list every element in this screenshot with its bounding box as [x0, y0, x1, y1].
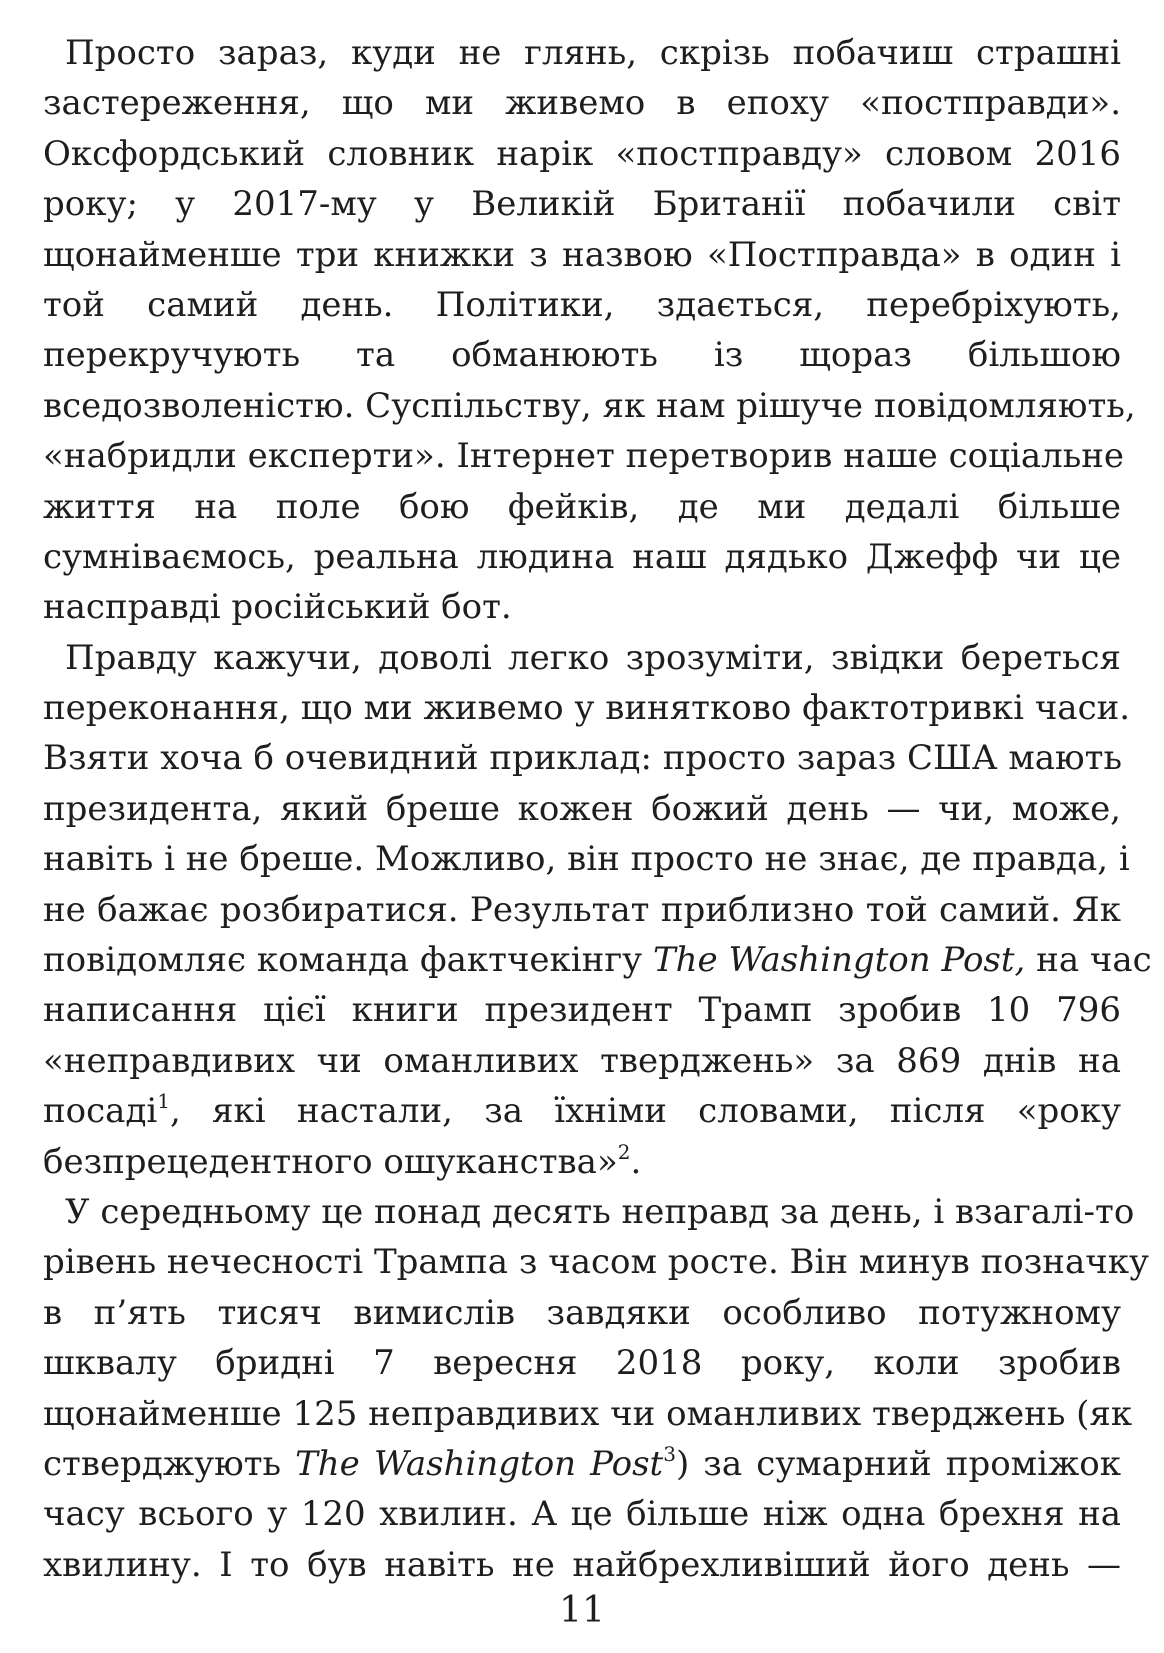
text-segment: той самий день. Політики, здається, перебріхують,	[43, 284, 1121, 325]
text-segment: переконання, що ми живемо у винятково фактотривкі часи.	[43, 688, 1131, 729]
text-line	[43, 1086, 1121, 1136]
text-segment: Просто зараз, куди не глянь, скрізь побачиш страшні	[65, 33, 1121, 73]
text-segment: перекручують та обманюють із щораз більшою	[43, 335, 1121, 376]
text-line	[43, 1187, 1135, 1237]
page-number: 11	[559, 1590, 605, 1631]
footnote-marker: 1	[157, 1089, 170, 1114]
text-line	[43, 1540, 1121, 1590]
text-segment: не бажає розбиратися. Результат приблизно той самий. Як	[43, 889, 1121, 930]
text-line	[43, 1036, 1121, 1086]
text-line	[43, 482, 1121, 532]
paragraph	[43, 28, 1136, 633]
text-line	[43, 28, 1121, 78]
paragraph	[43, 1187, 1149, 1590]
text-line	[43, 1237, 1149, 1287]
text-line	[43, 885, 1121, 935]
text-line	[43, 280, 1121, 330]
text-line	[43, 633, 1121, 683]
text-segment: життя на поле бою фейків, де ми дедалі більше	[43, 486, 1121, 527]
italic-title: The Washington Post	[295, 1443, 664, 1484]
text-line	[43, 1288, 1121, 1338]
text-segment: часу всього у 120 хвилин. А це більше ніж одна брехня на	[43, 1494, 1121, 1535]
text-segment: стверджують	[43, 1443, 296, 1484]
text-segment: Взяти хоча б очевидний приклад: просто зараз США мають	[43, 738, 1122, 779]
text-segment: навіть і не бреше. Можливо, він просто не знає, де правда, і	[43, 839, 1130, 880]
text-segment: посаді	[43, 1091, 158, 1132]
text-segment: сумніваємось, реальна людина наш дядько Джефф чи це	[43, 536, 1121, 577]
text-segment: написання цієї книги президент Трамп зробив 10 796	[43, 990, 1121, 1031]
text-segment: «неправдивих чи оманливих тверджень» за 869 днів на	[43, 1040, 1121, 1081]
text-segment: хвилину. І то був навіть не найбрехливіший його день —	[43, 1544, 1121, 1585]
text-segment: безпрецедентного ошуканства»	[43, 1141, 618, 1182]
text-line	[43, 179, 1121, 229]
text-line	[43, 1137, 1121, 1187]
text-segment: повідомляє команда фактчекінгу	[43, 940, 653, 981]
text-segment: Оксфордський словник нарік «постправду» словом 2016	[43, 133, 1121, 174]
text-segment: , які настали, за їхніми словами, після «року	[170, 1091, 1121, 1132]
text-segment: року; у 2017-му у Великій Британії побачили світ	[43, 184, 1121, 225]
text-line	[43, 985, 1121, 1035]
text-line	[43, 935, 1152, 985]
text-segment: шквалу бридні 7 вересня 2018 року, коли зробив	[43, 1343, 1121, 1384]
text-line	[43, 834, 1130, 884]
text-segment: «набридли експерти». Інтернет перетворив наше соціальне	[43, 436, 1125, 477]
text-line	[43, 532, 1121, 582]
text-segment: застереження, що ми живемо в епоху «постправди».	[43, 83, 1121, 124]
text-segment: щонайменше три книжки з назвою «Постправда» в один і	[43, 234, 1121, 275]
text-line	[43, 381, 1136, 431]
text-segment: в п’ять тисяч вимислів завдяки особливо потужному	[43, 1292, 1121, 1333]
text-line	[43, 129, 1121, 179]
text-segment: ) за сумарний проміжок	[675, 1443, 1121, 1484]
text-segment: насправді російський бот.	[43, 587, 512, 628]
text-segment: .	[630, 1141, 642, 1182]
text-segment: щонайменше 125 неправдивих чи оманливих тверджень (як	[43, 1393, 1133, 1434]
text-line	[43, 230, 1121, 280]
text-line	[43, 330, 1121, 380]
text-segment: Правду кажучи, доволі легко зрозуміти, звідки береться	[65, 637, 1121, 678]
text-segment: У середньому це понад десять неправд за день, і взагалі-то	[65, 1191, 1135, 1232]
text-line	[43, 582, 1121, 632]
text-line	[43, 733, 1121, 783]
text-line	[43, 1439, 1121, 1489]
page-body	[43, 28, 1152, 1590]
text-line	[43, 1389, 1133, 1439]
text-segment: на час	[1025, 940, 1152, 981]
text-line	[43, 1489, 1121, 1539]
text-line	[43, 784, 1121, 834]
italic-title: The Washington Post,	[652, 940, 1026, 981]
text-line	[43, 683, 1131, 733]
text-segment: вседозволеністю. Суспільству, як нам рішуче повідомляють,	[43, 385, 1136, 426]
text-segment: президента, який бреше кожен божий день — чи, може,	[43, 788, 1121, 829]
footnote-marker: 3	[663, 1441, 676, 1466]
paragraph	[43, 633, 1152, 1187]
text-line	[43, 1338, 1121, 1388]
footnote-marker: 2	[617, 1139, 631, 1164]
text-segment: рівень нечесності Трампа з часом росте. Він минув позначку	[43, 1242, 1149, 1283]
text-line	[43, 431, 1125, 481]
text-line	[43, 78, 1121, 128]
